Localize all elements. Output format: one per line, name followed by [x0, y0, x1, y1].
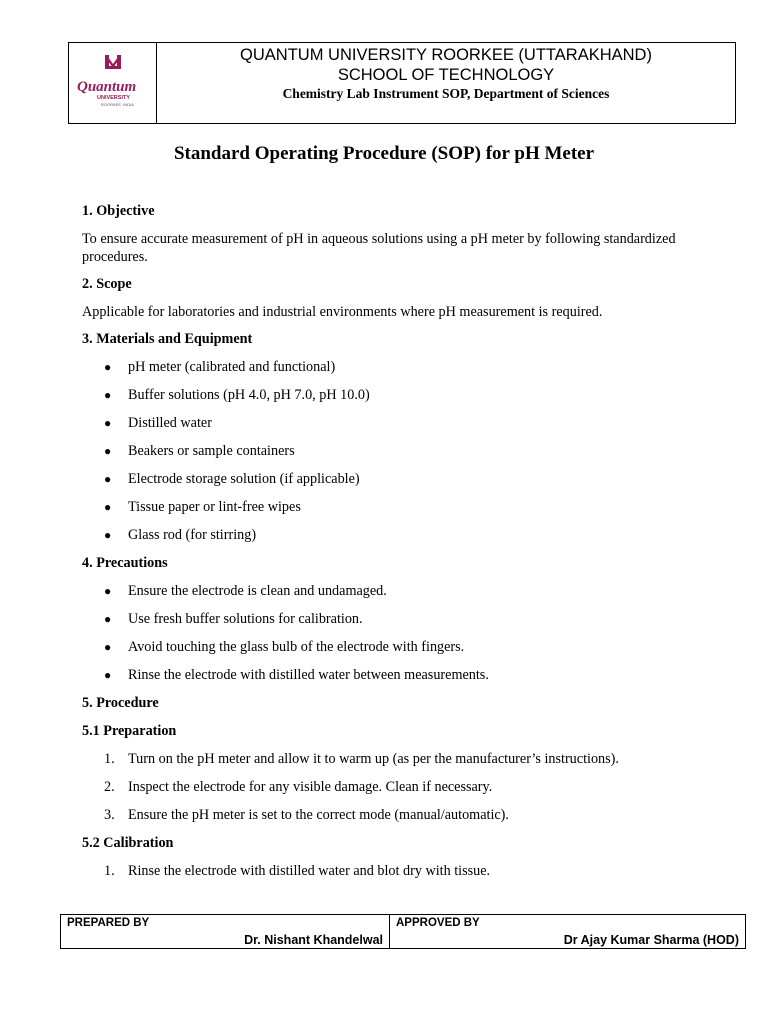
document-header	[68, 42, 736, 124]
list-item: ● Rinse the electrode with distilled water between measurements.	[104, 667, 489, 683]
prepared-by-cell	[61, 915, 390, 948]
list-item: ● Buffer solutions (pH 4.0, pH 7.0, pH 10.0)	[104, 387, 370, 403]
document-body	[82, 202, 702, 890]
section-heading-precautions: 4. Precautions	[82, 555, 168, 571]
scope-text: Applicable for laboratories and industrial environments where pH measurement is required.	[82, 304, 603, 320]
approved-by-name: Dr Ajay Kumar Sharma (HOD)	[563, 933, 739, 947]
school-name: SCHOOL OF TECHNOLOGY	[337, 66, 555, 84]
list-item: ● Tissue paper or lint-free wipes	[104, 499, 301, 515]
bullet-icon: ●	[104, 528, 112, 542]
list-item: ● Glass rod (for stirring)	[104, 527, 257, 543]
bullet-icon: ●	[104, 388, 112, 402]
materials-list	[82, 358, 702, 545]
approved-by-cell	[390, 915, 745, 948]
university-logo	[74, 51, 152, 115]
header-text	[157, 43, 735, 103]
section-heading-procedure: 5. Procedure	[82, 695, 159, 711]
list-item: 1. Rinse the electrode with distilled water and blot dry with tissue.	[104, 863, 491, 879]
list-item: ● Use fresh buffer solutions for calibration.	[104, 611, 363, 627]
list-item: ● Avoid touching the glass bulb of the electrode with fingers.	[104, 639, 465, 655]
logo-sub-text: UNIVERSITY	[97, 95, 131, 101]
list-item: 2. Inspect the electrode for any visible damage. Clean if necessary.	[104, 779, 493, 795]
bullet-icon: ●	[104, 360, 112, 374]
signature-footer	[60, 914, 746, 949]
bullet-icon: ●	[104, 584, 112, 598]
bullet-icon: ●	[104, 500, 112, 514]
logo-cell	[69, 43, 157, 123]
department-subtitle: Chemistry Lab Instrument SOP, Department of Sciences	[282, 86, 610, 101]
subsection-heading-calibration: 5.2 Calibration	[82, 835, 174, 851]
list-item: ● Beakers or sample containers	[104, 443, 295, 459]
prepared-by-name: Dr. Nishant Khandelwal	[244, 933, 383, 947]
list-item: 1. Turn on the pH meter and allow it to warm up (as per the manufacturer’s instructions).	[104, 751, 619, 767]
section-heading-scope: 2. Scope	[82, 276, 132, 292]
bullet-icon: ●	[104, 444, 112, 458]
prepared-by-label: PREPARED BY	[67, 917, 150, 929]
list-item: ● Electrode storage solution (if applicable)	[104, 471, 360, 487]
subsection-heading-preparation: 5.1 Preparation	[82, 723, 177, 739]
list-item: 3. Ensure the pH meter is set to the correct mode (manual/automatic).	[104, 807, 509, 823]
bullet-icon: ●	[104, 416, 112, 430]
section-heading-materials: 3. Materials and Equipment	[82, 331, 253, 347]
logo-brand-text: Quantum	[77, 79, 137, 95]
bullet-icon: ●	[104, 612, 112, 626]
bullet-icon: ●	[104, 668, 112, 682]
section-heading-objective: 1. Objective	[82, 203, 155, 219]
precautions-list	[82, 582, 702, 685]
objective-text: To ensure accurate measurement of pH in aqueous solutions using a pH meter by following standardized procedures.	[82, 231, 676, 265]
list-item: ● Distilled water	[104, 415, 212, 431]
preparation-steps	[82, 750, 702, 825]
approved-by-label: APPROVED BY	[396, 917, 480, 929]
calibration-steps	[82, 862, 702, 881]
list-item: ● pH meter (calibrated and functional)	[104, 359, 336, 375]
university-name: QUANTUM UNIVERSITY ROORKEE (UTTARAKHAND)	[240, 46, 652, 64]
page-title: Standard Operating Procedure (SOP) for pH Meter	[173, 143, 595, 164]
logo-location-text: ROORKEE, INDIA	[101, 102, 134, 107]
bullet-icon: ●	[104, 640, 112, 654]
bullet-icon: ●	[104, 472, 112, 486]
list-item: ● Ensure the electrode is clean and undamaged.	[104, 583, 387, 599]
